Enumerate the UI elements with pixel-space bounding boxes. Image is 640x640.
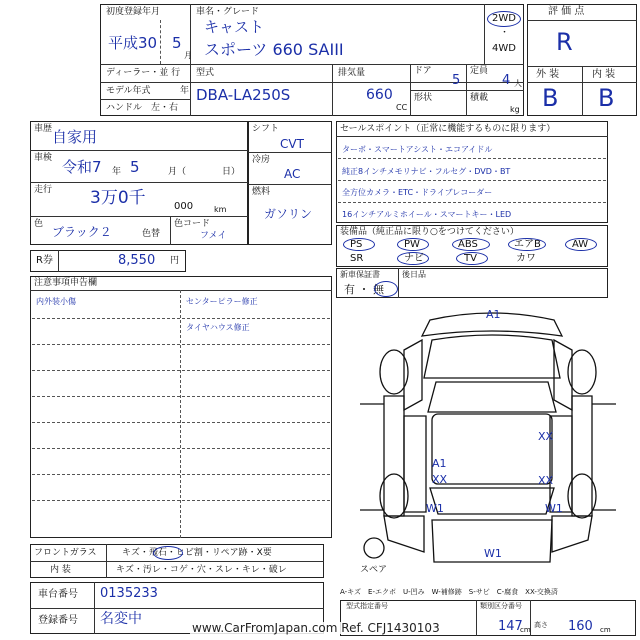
spare-label: スペア bbox=[360, 565, 388, 575]
watermark: www.CarFromJapan.com Ref. CFJ1430103 bbox=[192, 621, 440, 635]
car-name-label: 車名・グレード bbox=[196, 7, 260, 17]
damage-legend: A-キズ E-エクボ U-凹み W-補修跡 S-サビ C-腐食 XX-交換済 bbox=[340, 588, 558, 596]
year-unit: 年 bbox=[180, 86, 190, 96]
inspection-month-unit: 月（ bbox=[168, 167, 187, 177]
exterior-label: 外 装 bbox=[536, 69, 560, 80]
door-label: ドア bbox=[414, 66, 432, 76]
door-value: 5 bbox=[452, 73, 461, 88]
eq-navi: ナビ bbox=[404, 253, 424, 264]
displacement-label: 排気量 bbox=[338, 68, 366, 78]
eq-airbag: エアB bbox=[514, 239, 541, 250]
dmg-front: A1 bbox=[486, 308, 501, 321]
color-value: ブラック２ bbox=[52, 225, 112, 239]
color-label: 色 bbox=[34, 219, 44, 229]
mileage-value: 3万0千 bbox=[90, 188, 146, 208]
first-reg-month: 5 bbox=[172, 34, 182, 52]
notes-title: 注意事項申告欄 bbox=[34, 278, 98, 288]
note-left-1: 内外装小傷 bbox=[36, 297, 76, 306]
inspection-year-unit: 年 bbox=[112, 167, 122, 177]
color-change-label: 色替 bbox=[142, 229, 161, 239]
inspection-month: 5 bbox=[130, 158, 140, 176]
person-unit: 人 bbox=[514, 79, 522, 88]
dmg-right-door: XX bbox=[538, 430, 554, 443]
eval-score: R bbox=[556, 28, 573, 56]
dmg-rear: W1 bbox=[484, 547, 502, 560]
front-glass-value: キズ・飛石・ヒビ割・リペア跡・X要 bbox=[122, 548, 272, 558]
front-glass-circle bbox=[153, 546, 183, 560]
dmg-right-door-2: XX bbox=[538, 474, 554, 487]
eq-aw: AW bbox=[572, 239, 589, 250]
usage-label: 車歴 bbox=[34, 124, 53, 134]
load-label: 積載 bbox=[470, 93, 489, 103]
dmg-left-front-2: XX bbox=[432, 473, 448, 486]
inspection-era: 令和7 bbox=[62, 158, 102, 176]
shift-value: CVT bbox=[280, 137, 304, 151]
fuel-value: ガソリン bbox=[264, 207, 313, 221]
notes-box bbox=[30, 276, 332, 538]
eq-abs: ABS bbox=[458, 239, 478, 250]
shape-label: 形状 bbox=[414, 93, 433, 103]
front-glass-label: フロントガラス bbox=[34, 548, 97, 558]
ac-label: 冷房 bbox=[252, 155, 271, 165]
interior-glass-label: 内 装 bbox=[50, 565, 71, 575]
car-name: キャスト bbox=[204, 18, 265, 36]
yen-unit: 円 bbox=[170, 256, 180, 266]
height-label: 高さ bbox=[534, 621, 548, 629]
interior-grade: B bbox=[598, 84, 615, 112]
handle-label: ハンドル 左・右 bbox=[106, 103, 179, 113]
reg-no-value: 名変中 bbox=[100, 611, 142, 627]
first-reg-label: 初度登録年月 bbox=[106, 7, 161, 17]
usage-value: 自家用 bbox=[52, 128, 98, 146]
drive-dot: ・ bbox=[500, 28, 510, 38]
note-right-2: タイヤハウス修正 bbox=[186, 323, 250, 332]
selling-points-title: セールスポイント（正常に機能するものに限ります） bbox=[340, 124, 556, 134]
eval-label: 評 価 点 bbox=[548, 6, 585, 17]
mileage-suffix: 000 bbox=[174, 201, 194, 212]
selling-point-1: ターボ・スマートアシスト・エコアイドル bbox=[342, 145, 493, 154]
eq-ps: PS bbox=[350, 239, 363, 250]
drive-2wd: 2WD bbox=[492, 13, 516, 24]
model-year-label: モデル年式 bbox=[106, 86, 151, 96]
eq-pw: PW bbox=[404, 239, 420, 250]
type-spec-label: 型式指定番号 bbox=[346, 602, 388, 610]
kg-unit: kg bbox=[510, 105, 520, 114]
type-label: 型式 bbox=[196, 68, 215, 78]
km-unit: km bbox=[214, 205, 227, 214]
cm-unit-2: cm bbox=[600, 626, 611, 634]
type-value: DBA-LA250S bbox=[196, 86, 291, 104]
cm-unit-1: cm bbox=[520, 626, 531, 634]
eq-leather: カワ bbox=[516, 253, 536, 264]
equipment-title: 装備品（純正品に限り○をつけてください） bbox=[340, 227, 519, 237]
car-damage-diagram bbox=[340, 300, 636, 580]
eq-tv: TV bbox=[464, 253, 477, 264]
warranty-circle bbox=[374, 281, 398, 297]
dmg-right-rear: W1 bbox=[545, 502, 563, 515]
capacity-value: 4 bbox=[502, 73, 511, 88]
drive-4wd: 4WD bbox=[492, 43, 516, 54]
dmg-left-front: A1 bbox=[432, 457, 447, 470]
displacement-value: 660 bbox=[366, 87, 393, 103]
body-no-value: 0135233 bbox=[100, 586, 158, 601]
ac-value: AC bbox=[284, 167, 301, 181]
day-unit: 日） bbox=[222, 167, 241, 177]
r-ticket-box bbox=[30, 250, 186, 272]
capacity-label: 定員 bbox=[470, 66, 489, 76]
r-ticket-value: 8,550 bbox=[118, 253, 156, 268]
selling-point-4: 16インチアルミホイール・スマートキー・LED bbox=[342, 210, 512, 219]
car-grade: スポーツ 660 SAIII bbox=[204, 40, 344, 59]
inspection-label: 車検 bbox=[34, 153, 53, 163]
mileage-label: 走行 bbox=[34, 185, 53, 195]
manual-label: 後日品 bbox=[402, 270, 426, 279]
body-no-label: 車台番号 bbox=[38, 589, 78, 600]
selling-point-2: 純正8インチメモリナビ・フルセグ・DVD・BT bbox=[342, 167, 511, 176]
month-unit: 月 bbox=[184, 51, 192, 60]
height-value: 160 bbox=[568, 619, 593, 634]
new-car-warranty-label: 新車保証書 bbox=[340, 270, 380, 279]
first-reg-era: 平成30 bbox=[108, 34, 158, 52]
note-right-1: センターピラー修正 bbox=[186, 297, 258, 306]
fuel-label: 燃料 bbox=[252, 187, 271, 197]
color-code-value: フメイ bbox=[200, 231, 227, 241]
shift-label: シフト bbox=[252, 124, 280, 134]
interior-label: 内 装 bbox=[592, 69, 616, 80]
warranty-value: 有 ・ 無 bbox=[344, 283, 384, 296]
class-label: 類別区分番号 bbox=[480, 602, 522, 610]
width-value: 147 bbox=[498, 619, 523, 634]
interior-glass-value: キズ・汚レ・コゲ・穴・スレ・キレ・破レ bbox=[116, 565, 287, 575]
dealer-label: ディーラー・並 行 bbox=[106, 68, 181, 78]
cc-unit: CC bbox=[396, 103, 408, 112]
selling-point-3: 全方位カメラ・ETC・ドライブレコーダー bbox=[342, 188, 493, 197]
reg-no-label: 登録番号 bbox=[38, 615, 78, 626]
dmg-left-rear: W1 bbox=[426, 502, 444, 515]
exterior-grade: B bbox=[542, 84, 559, 112]
eq-sr: SR bbox=[350, 253, 364, 264]
r-ticket-label: R券 bbox=[36, 255, 53, 266]
color-code-label: 色コード bbox=[174, 219, 211, 229]
